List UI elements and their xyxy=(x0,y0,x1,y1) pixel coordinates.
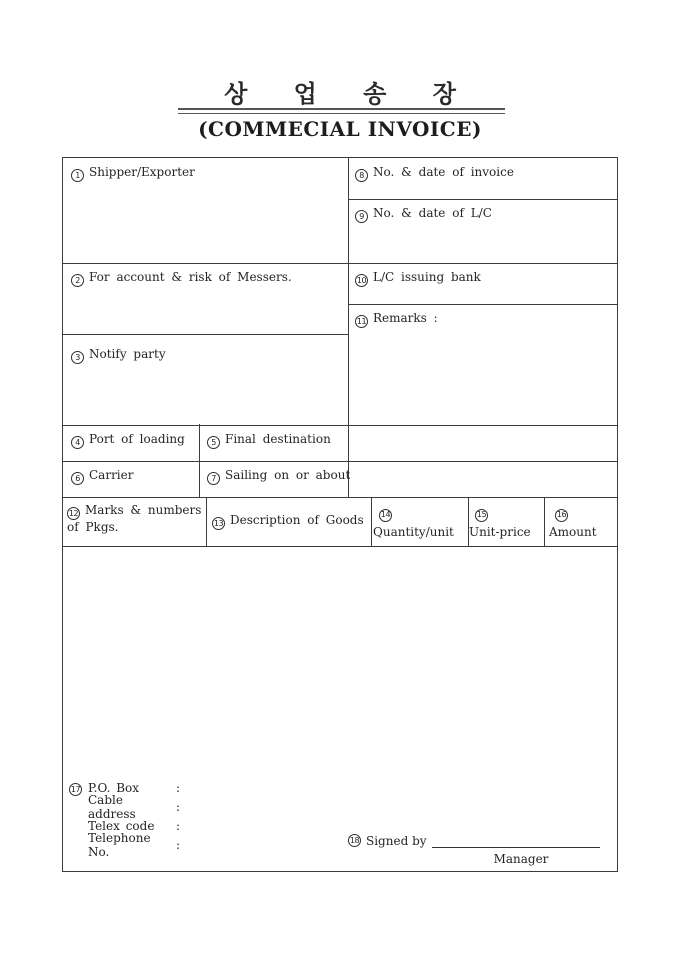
signer-title: Manager xyxy=(493,852,549,866)
grid-line-horizontal-row1 xyxy=(63,263,617,264)
grid-line-vertical-header-2 xyxy=(371,497,372,546)
contact-label: Cable address xyxy=(88,792,136,821)
column-header-quantity-unit xyxy=(373,504,454,539)
circled-number-11: 11 xyxy=(356,317,367,326)
column-label: Amount xyxy=(549,524,597,539)
column-header-unit-price xyxy=(469,504,531,539)
field-label: Shipper/Exporter xyxy=(89,165,195,179)
grid-line-horizontal-header-bottom xyxy=(63,546,617,547)
field-label: No. & date of L/C xyxy=(373,206,492,220)
field-port-of-loading xyxy=(71,432,185,449)
contact-label: Telephone No. xyxy=(88,830,151,859)
circled-number-14: 14 xyxy=(379,509,392,522)
field-shipper-exporter xyxy=(71,165,195,182)
contact-block xyxy=(69,778,181,859)
field-label: No. & date of invoice xyxy=(373,165,514,179)
contact-label: Telex code xyxy=(88,818,155,833)
contact-colon: : xyxy=(176,780,181,795)
circled-number-1: 1 xyxy=(71,169,84,182)
column-label: Marks & numbers of Pkgs. xyxy=(67,503,202,534)
field-label: Port of loading xyxy=(89,432,185,446)
circled-number-7: 7 xyxy=(207,472,220,485)
grid-line-horizontal-bank-rem xyxy=(348,304,617,305)
column-header-amount xyxy=(549,504,597,539)
field-label: Carrier xyxy=(89,468,134,482)
grid-line-horizontal-row4 xyxy=(63,461,617,462)
contact-colon: : xyxy=(176,799,181,814)
grid-line-vertical-header-1 xyxy=(206,497,207,546)
column-label: Unit-price xyxy=(469,524,531,539)
field-carrier xyxy=(71,468,133,485)
grid-line-vertical-header-4 xyxy=(544,497,545,546)
circled-number-9: 9 xyxy=(355,210,368,223)
column-header-description xyxy=(212,513,364,530)
field-label: Remarks : xyxy=(373,311,438,325)
invoice-form-table xyxy=(62,157,618,872)
grid-line-horizontal-acct-notify xyxy=(63,334,348,335)
circled-number-8: 8 xyxy=(355,169,368,182)
circled-number-12: 12 xyxy=(68,509,79,518)
contact-label: P.O. Box xyxy=(88,780,140,795)
grid-line-horizontal-row5 xyxy=(63,497,617,498)
circled-number-16: 16 xyxy=(555,509,568,522)
column-header-marks-numbers xyxy=(67,503,204,535)
contact-colon: : xyxy=(176,837,181,852)
column-label: Description of Goods xyxy=(230,513,364,527)
signed-by-field xyxy=(348,834,600,848)
field-final-destination xyxy=(207,432,331,449)
field-invoice-no-date xyxy=(355,165,514,182)
field-notify-party xyxy=(71,347,166,364)
signature-line xyxy=(432,834,600,848)
grid-line-vertical-middle xyxy=(348,158,349,497)
field-lc-no-date xyxy=(355,206,492,223)
circled-number-15: 15 xyxy=(475,509,488,522)
field-label: L/C issuing bank xyxy=(373,270,481,284)
circled-number-18: 18 xyxy=(349,836,360,845)
contact-colon: : xyxy=(176,818,181,833)
circled-number-5: 5 xyxy=(207,436,220,449)
circled-number-2: 2 xyxy=(71,274,84,287)
field-label: For account & risk of Messers. xyxy=(89,270,292,284)
field-lc-issuing-bank xyxy=(355,270,481,287)
circled-number-3: 3 xyxy=(71,351,84,364)
grid-line-horizontal-row3 xyxy=(63,425,617,426)
circled-number-13: 13 xyxy=(213,519,224,528)
circled-number-4: 4 xyxy=(71,436,84,449)
circled-number-10: 10 xyxy=(356,276,367,285)
english-title: (COMMECIAL INVOICE) xyxy=(198,117,482,141)
title-double-underline xyxy=(178,108,505,114)
contact-row-telephone-no xyxy=(69,830,181,859)
field-label: Sailing on or about xyxy=(225,468,351,482)
field-label: Final destination xyxy=(225,432,331,446)
field-account-risk xyxy=(71,270,292,287)
circled-number-17: 17 xyxy=(70,785,81,794)
contact-row-cable-address xyxy=(69,792,181,821)
grid-line-horizontal-invoice-lc xyxy=(348,199,617,200)
field-remarks xyxy=(355,311,438,328)
circled-number-6: 6 xyxy=(71,472,84,485)
korean-title: 상 업 송 장 xyxy=(224,79,456,108)
field-label: Notify party xyxy=(89,347,166,361)
signed-by-label: Signed by xyxy=(366,834,427,848)
field-sailing-on-or-about xyxy=(207,468,350,485)
column-label: Quantity/unit xyxy=(373,524,454,539)
